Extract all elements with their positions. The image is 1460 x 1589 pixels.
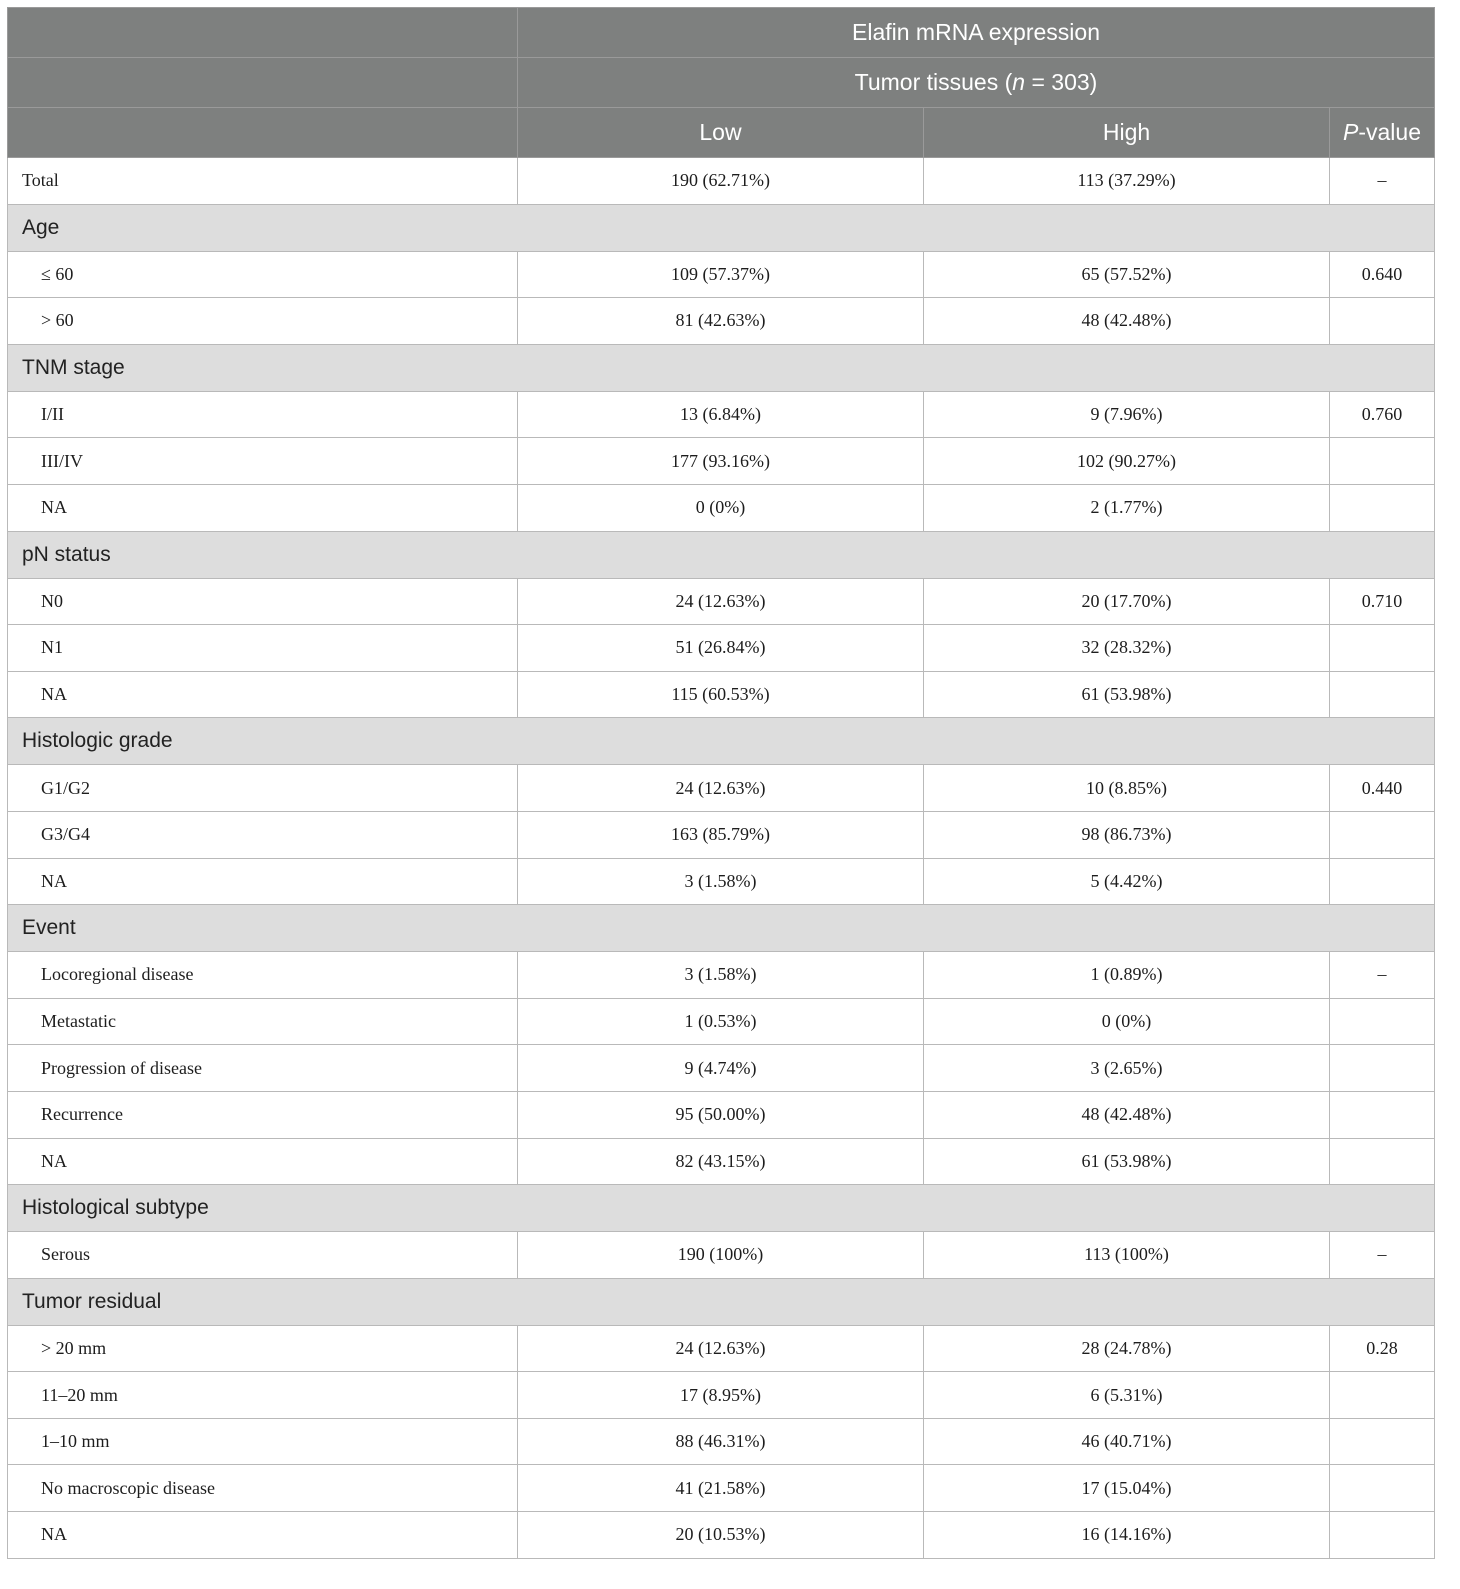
elafin-expression-table (7, 7, 1435, 1559)
cell-p-value: 0.760 (1330, 391, 1435, 438)
row-label: G3/G4 (8, 811, 518, 858)
section-title: Age (8, 204, 1435, 251)
header-blank-cell (8, 58, 518, 108)
cell-high: 6 (5.31%) (924, 1372, 1330, 1419)
row-label: NA (8, 858, 518, 905)
cell-high: 2 (1.77%) (924, 484, 1330, 531)
table-row (8, 1045, 1435, 1092)
cell-high: 48 (42.48%) (924, 298, 1330, 345)
row-label: 11–20 mm (8, 1372, 518, 1419)
subtitle-n: n (1012, 69, 1026, 95)
cell-p-value: – (1330, 1232, 1435, 1279)
cell-p-value (1330, 1465, 1435, 1512)
row-label: NA (8, 671, 518, 718)
cell-high: 3 (2.65%) (924, 1045, 1330, 1092)
column-header-high: High (924, 108, 1330, 158)
table-row (8, 858, 1435, 905)
table-row (8, 998, 1435, 1045)
p-value-italic: P (1343, 119, 1359, 145)
cell-high: 1 (0.89%) (924, 952, 1330, 999)
cell-low: 81 (42.63%) (518, 298, 924, 345)
cell-low: 3 (1.58%) (518, 952, 924, 999)
table-row (8, 1372, 1435, 1419)
cell-p-value: – (1330, 952, 1435, 999)
row-label: ≤ 60 (8, 251, 518, 298)
cell-low: 190 (100%) (518, 1232, 924, 1279)
table-row (8, 811, 1435, 858)
row-label: N0 (8, 578, 518, 625)
section-row (8, 718, 1435, 765)
section-title: Histologic grade (8, 718, 1435, 765)
cell-high: 17 (15.04%) (924, 1465, 1330, 1512)
section-row (8, 905, 1435, 952)
cell-p-value (1330, 438, 1435, 485)
row-label: Metastatic (8, 998, 518, 1045)
table-row (8, 1138, 1435, 1185)
cell-high: 28 (24.78%) (924, 1325, 1330, 1372)
cell-high: 113 (100%) (924, 1232, 1330, 1279)
row-label: No macroscopic disease (8, 1465, 518, 1512)
section-title: Event (8, 905, 1435, 952)
table-header (8, 8, 1435, 158)
table-row (8, 625, 1435, 672)
p-value-rest: -value (1358, 119, 1421, 145)
row-label: III/IV (8, 438, 518, 485)
cell-p-value (1330, 811, 1435, 858)
cell-p-value: 0.640 (1330, 251, 1435, 298)
cell-p-value (1330, 1372, 1435, 1419)
cell-high: 61 (53.98%) (924, 1138, 1330, 1185)
cell-low: 1 (0.53%) (518, 998, 924, 1045)
table-row (8, 251, 1435, 298)
table-row (8, 298, 1435, 345)
cell-p-value (1330, 1512, 1435, 1559)
cell-low: 177 (93.16%) (518, 438, 924, 485)
cell-high: 32 (28.32%) (924, 625, 1330, 672)
cell-p-value (1330, 1091, 1435, 1138)
cell-p-value: 0.28 (1330, 1325, 1435, 1372)
header-title: Elafin mRNA expression (518, 8, 1435, 58)
table-row (8, 1418, 1435, 1465)
cell-p-value: 0.440 (1330, 765, 1435, 812)
cell-p-value (1330, 298, 1435, 345)
cell-p-value (1330, 1418, 1435, 1465)
row-label: I/II (8, 391, 518, 438)
cell-p-value (1330, 998, 1435, 1045)
cell-high: 16 (14.16%) (924, 1512, 1330, 1559)
cell-p-value (1330, 625, 1435, 672)
cell-high: 102 (90.27%) (924, 438, 1330, 485)
table-row (8, 578, 1435, 625)
table-row (8, 1091, 1435, 1138)
cell-low: 41 (21.58%) (518, 1465, 924, 1512)
cell-high: 113 (37.29%) (924, 158, 1330, 205)
row-label: > 60 (8, 298, 518, 345)
cell-p-value (1330, 484, 1435, 531)
table-body (8, 158, 1435, 1559)
cell-low: 24 (12.63%) (518, 578, 924, 625)
section-row (8, 204, 1435, 251)
row-label: Total (8, 158, 518, 205)
header-blank-cell (8, 8, 518, 58)
table-row (8, 671, 1435, 718)
cell-p-value: – (1330, 158, 1435, 205)
section-title: Tumor residual (8, 1278, 1435, 1325)
table-row (8, 1232, 1435, 1279)
row-label: Progression of disease (8, 1045, 518, 1092)
table-row (8, 1465, 1435, 1512)
section-row (8, 531, 1435, 578)
cell-high: 48 (42.48%) (924, 1091, 1330, 1138)
cell-p-value (1330, 671, 1435, 718)
row-label: Recurrence (8, 1091, 518, 1138)
subtitle-prefix: Tumor tissues ( (854, 69, 1013, 95)
cell-low: 24 (12.63%) (518, 765, 924, 812)
cell-high: 0 (0%) (924, 998, 1330, 1045)
cell-high: 5 (4.42%) (924, 858, 1330, 905)
cell-low: 51 (26.84%) (518, 625, 924, 672)
row-label: > 20 mm (8, 1325, 518, 1372)
table-row (8, 438, 1435, 485)
cell-low: 20 (10.53%) (518, 1512, 924, 1559)
cell-low: 82 (43.15%) (518, 1138, 924, 1185)
row-label: N1 (8, 625, 518, 672)
section-row (8, 1278, 1435, 1325)
row-label: Locoregional disease (8, 952, 518, 999)
table-row-total (8, 158, 1435, 205)
cell-high: 20 (17.70%) (924, 578, 1330, 625)
cell-low: 17 (8.95%) (518, 1372, 924, 1419)
section-title: TNM stage (8, 344, 1435, 391)
row-label: Serous (8, 1232, 518, 1279)
row-label: 1–10 mm (8, 1418, 518, 1465)
row-label: NA (8, 1512, 518, 1559)
cell-low: 88 (46.31%) (518, 1418, 924, 1465)
cell-low: 3 (1.58%) (518, 858, 924, 905)
cell-low: 109 (57.37%) (518, 251, 924, 298)
cell-high: 65 (57.52%) (924, 251, 1330, 298)
table-row (8, 484, 1435, 531)
cell-low: 9 (4.74%) (518, 1045, 924, 1092)
column-header-low: Low (518, 108, 924, 158)
cell-high: 46 (40.71%) (924, 1418, 1330, 1465)
table-row (8, 952, 1435, 999)
row-label: NA (8, 1138, 518, 1185)
cell-low: 163 (85.79%) (518, 811, 924, 858)
section-title: Histological subtype (8, 1185, 1435, 1232)
section-row (8, 1185, 1435, 1232)
cell-high: 61 (53.98%) (924, 671, 1330, 718)
cell-low: 190 (62.71%) (518, 158, 924, 205)
cell-p-value (1330, 858, 1435, 905)
row-label: NA (8, 484, 518, 531)
cell-high: 98 (86.73%) (924, 811, 1330, 858)
subtitle-suffix: = 303) (1025, 69, 1098, 95)
cell-low: 13 (6.84%) (518, 391, 924, 438)
cell-p-value: 0.710 (1330, 578, 1435, 625)
cell-low: 95 (50.00%) (518, 1091, 924, 1138)
cell-high: 9 (7.96%) (924, 391, 1330, 438)
section-title: pN status (8, 531, 1435, 578)
section-row (8, 344, 1435, 391)
row-label: G1/G2 (8, 765, 518, 812)
table-row (8, 391, 1435, 438)
cell-p-value (1330, 1138, 1435, 1185)
cell-high: 10 (8.85%) (924, 765, 1330, 812)
column-header-p-value (1330, 108, 1435, 158)
cell-low: 115 (60.53%) (518, 671, 924, 718)
cell-low: 0 (0%) (518, 484, 924, 531)
table-row (8, 1325, 1435, 1372)
header-blank-cell (8, 108, 518, 158)
cell-low: 24 (12.63%) (518, 1325, 924, 1372)
header-subtitle (518, 58, 1435, 108)
table-row (8, 1512, 1435, 1559)
cell-p-value (1330, 1045, 1435, 1092)
table-row (8, 765, 1435, 812)
